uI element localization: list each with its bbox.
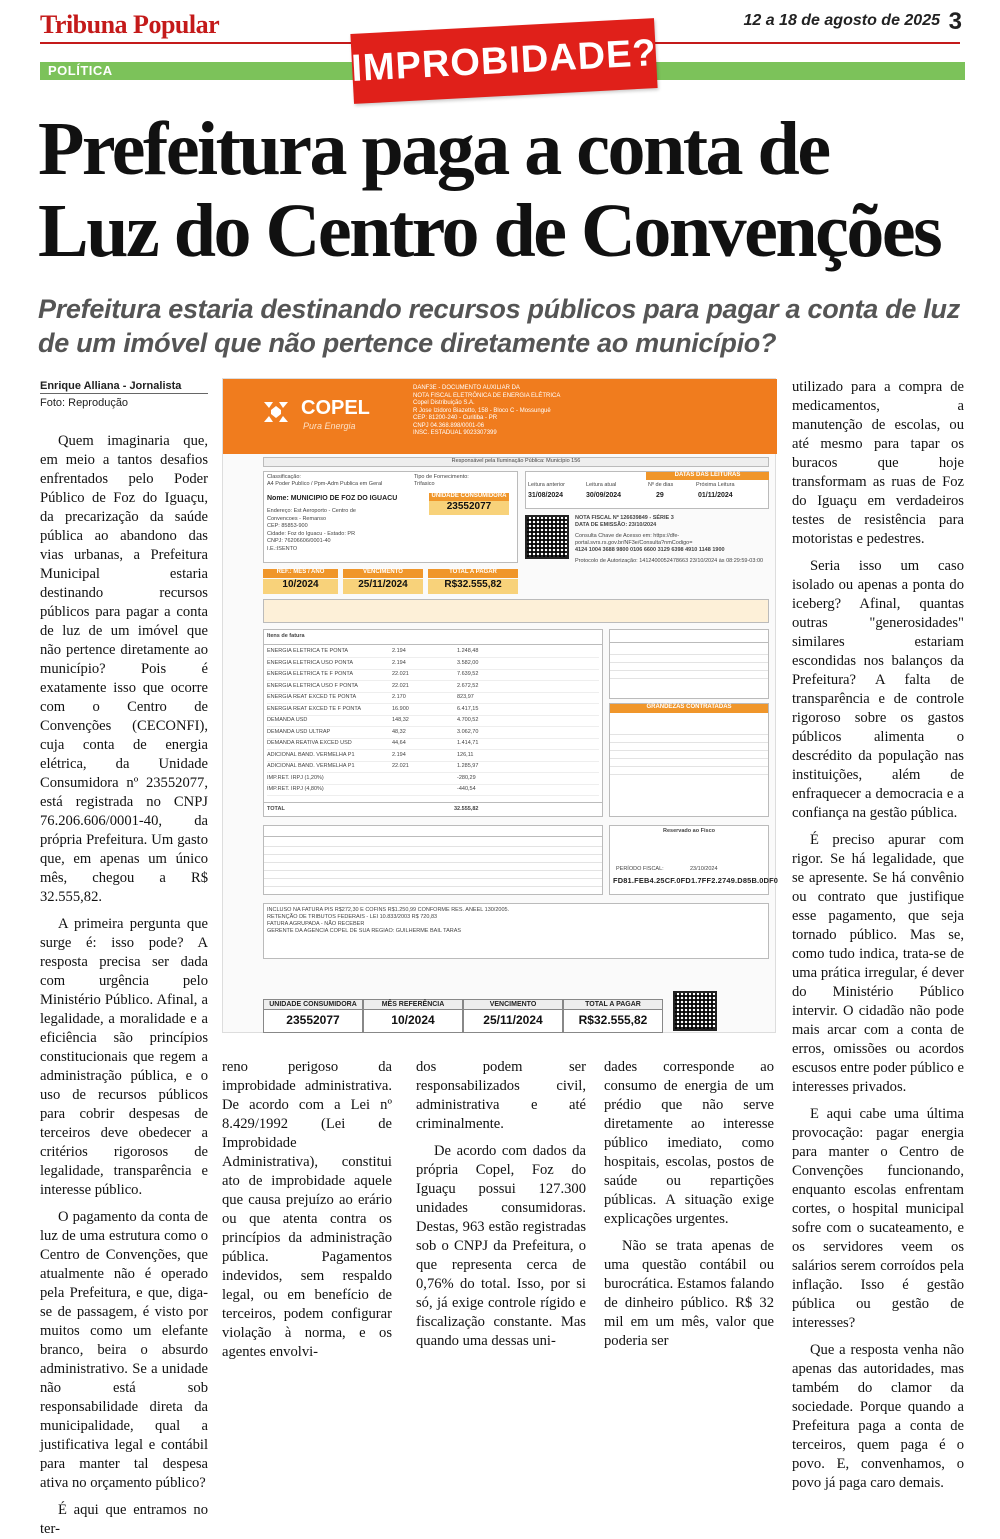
curr-reading: 30/09/2024 <box>586 492 622 499</box>
paragraph: E aqui cabe uma última provocação: pagar energia para manter o Centro de Convenções funcionando, enquanto escolas enfrentam cortes, o hospital municipal sofre com o sucateamento, e os servidores veem os salários serem corroídos pela inflação. Isso é gestão pública ou gestão de interesses? <box>792 1106 964 1331</box>
bill-item-row <box>267 775 599 785</box>
article-column-1 <box>40 432 208 1539</box>
paragraph: A primeira pergunta que surge é: isso pode? A resposta precisa ser dada com urgência pelo Ministério Público. Afinal, a legalidade, a moralidade e a eficiência são princípios constitucionais que regem a administração pública, e o uso de recursos públicos para cobrir despesas de terceiros deve obedecer a critérios rigorosos de legalidade, transparência e interesse público. <box>40 916 208 1198</box>
bill-item-value: 1.414,71 <box>457 740 479 746</box>
copel-brand: COPEL <box>301 397 370 419</box>
kicker-banner <box>350 18 657 104</box>
footer-total: TOTAL A PAGAR R$32.555,82 <box>563 999 663 1033</box>
client-address: Endereço: Est Aeroporto - Centro de Convencoes - Remanso CEP: 85853-900 Cidade: Foz do Iguacu - Estado: PR CNPJ: 76206606/0001-40 I.E.:ISENTO <box>267 508 356 552</box>
classification-value: A4 Poder Publico / Ppm-Adm Publica em Geral <box>267 481 383 487</box>
ref-value: 10/2024 <box>263 579 338 594</box>
unit-label: UNIDADE CONSUMIDORA <box>429 493 509 501</box>
bill-item-value: 3.062,70 <box>457 728 479 735</box>
measurements-table <box>263 825 603 895</box>
page-number: 3 <box>948 8 962 35</box>
bill-item-qty: 2.194 <box>392 659 406 666</box>
bill-item-value: 4.700,52 <box>457 717 479 723</box>
bill-footer <box>263 999 663 1033</box>
footer-ref: MÊS REFERÊNCIA 10/2024 <box>363 999 463 1033</box>
bill-item-desc: DEMANDA REATIVA EXCED USD <box>267 740 352 746</box>
headline-line-1: Prefeitura paga a conta de <box>38 107 829 191</box>
article-column-4 <box>604 1058 774 1351</box>
footer-unit: UNIDADE CONSUMIDORA 23552077 <box>263 999 363 1033</box>
danfe-header: DANF3E - DOCUMENTO AUXILIAR DA NOTA FISCAL ELETRÔNICA DE ENERGIA ELÉTRICA Copel Distribuição S.A. R Jose Izidoro Biazetto, 158 - Bloco C - Mossunguê CEP: 81200-240 - Curitiba - PR CNPJ 04.368.898/0001-06 INSC. ESTADUAL 9023307399 <box>413 385 561 436</box>
paragraph: reno perigoso da improbidade administrativa. De acordo com a Lei nº 8.429/1992 (Lei de Improbidade Administrativa), constitui ato de improbidade aquele que causa prejuízo ao erário ou que atenta contra os princípios da administração pública. Pagamentos indevidos, sem respaldo legal, ou em benefício de terceiros, podem configurar violação à norma, e os agentes envolvi- <box>222 1059 392 1360</box>
bill-item-desc: ADICIONAL BAND. VERMELHA P1 <box>267 751 355 758</box>
masthead: Tribuna Popular <box>40 10 220 39</box>
payment-summary-strip <box>263 599 769 623</box>
bill-item-value: 7.639,52 <box>457 671 479 677</box>
bill-item-desc: ENERGIA REAT EXCED TE PONTA <box>267 694 357 700</box>
headline <box>38 108 968 272</box>
paragraph: Seria isso um caso isolado ou apenas a ponta do iceberg? Afinal, quantas outras "generosidades" similares estariam escondidas nos balanços da Prefeitura? A falta de transparência e de controle rigoroso sobre os gastos públicos alimenta o descrédito da população nas instituições, além de enfraquecer a democracia e a confiança na gestão pública. <box>792 558 964 821</box>
paragraph: dos podem ser responsabilizados civil, administrativa e até criminalmente. <box>416 1059 586 1132</box>
bill-item-value: 3.582,00 <box>457 659 479 666</box>
client-box <box>263 471 518 563</box>
bill-item-row <box>267 706 599 716</box>
bill-item-value: 6.417,15 <box>457 705 479 712</box>
bill-item-qty: 22.021 <box>392 682 409 689</box>
headline-line-2: Luz do Centro de Convenções <box>38 189 941 273</box>
items-total: 32.555,82 <box>454 806 479 812</box>
paragraph: Quem imaginaria que, em meio a tantos desafios enfrentados pelo Poder Público de Foz do Iguaçu, da precarização da saúde pública ao abandono das vias urbanas, a Prefeitura Municipal estaria destinando recursos públicos para pagar a conta de luz de um imóvel que não pertence diretamente ao município? Pois é exatamente isso que ocorre com o Centro de Convenções (CECONFI), cuja conta de energia elétrica, da Unidade Consumidora nº 23552077, está registrada no CNPJ 76.206.606/0001-40, da própria Prefeitura. Um gasto que, em apenas um único mês, chegou a R$ 32.555,82. <box>40 433 208 905</box>
fiscal-box <box>609 825 779 895</box>
supply-type-value: Trifasico <box>414 481 435 487</box>
issue-date: 12 a 18 de agosto de 2025 <box>743 12 940 29</box>
bill-item-value: -280,29 <box>457 774 476 781</box>
fiscal-period-label: PERÍODO FISCAL: <box>616 866 664 872</box>
bill-item-row <box>267 660 599 670</box>
grandezas-header: GRANDEZAS CONTRATADAS <box>610 704 768 713</box>
byline-rule <box>40 393 208 394</box>
payment-summary <box>263 569 518 595</box>
client-name: Nome: MUNICIPIO DE FOZ DO IGUACU <box>267 495 398 502</box>
bill-item-row <box>267 740 599 750</box>
readings-header: DATAS DAS LEITURAS <box>646 472 769 480</box>
bill-item-qty: 48,32 <box>392 728 406 735</box>
bill-item-row <box>267 648 599 658</box>
bill-item-value: -440,54 <box>457 786 476 792</box>
bill-item-desc: ENERGIA ELETRICA TE F PONTA <box>267 671 353 677</box>
bill-item-value: 823,97 <box>457 694 474 700</box>
bill-item-value: 126,11 <box>457 751 474 758</box>
footer-due: VENCIMENTO 25/11/2024 <box>463 999 563 1033</box>
fiscal-date: 23/10/2024 <box>690 866 718 872</box>
responsible-line: Responsável pela Iluminação Pública: Município 156 <box>263 457 769 467</box>
bill-item-desc: DEMANDA USD ULTRAP <box>267 728 331 735</box>
paragraph: É preciso apurar com rigor. Se há legalidade, que se apresente. Se há convênio ou contrato que justifique esse pagamento, que seja tornado público. Mas se, como tudo indica, trata-se de uma prática irregular, é dever do Ministério Público intervir. O cidadão não pode mais arcar com a conta de erros, omissões ou acordos escusos entre poder público e interesses privados. <box>792 832 964 1095</box>
paragraph: utilizado para a compra de medicamentos, a manutenção de escolas, ou até mesmo para tapar os buracos que hoje transformam as ruas de Foz do Iguaçu em verdadeiros testes de resistência para motoristas e pedestres. <box>792 379 964 547</box>
prev-reading-label: Leitura anterior <box>528 482 565 488</box>
days-label: Nº de dias <box>648 482 674 488</box>
bill-item-qty: 22.021 <box>392 763 409 769</box>
bill-item-row <box>267 717 599 727</box>
days-value: 29 <box>656 492 664 499</box>
article-column-5 <box>792 378 964 1493</box>
bill-item-qty: 2.170 <box>392 694 406 700</box>
supply-type-label: Tipo de Fornecimento: <box>414 474 469 480</box>
total-value: R$32.555,82 <box>428 579 518 594</box>
bill-item-row <box>267 752 599 762</box>
unit-number: 23552077 <box>429 501 509 515</box>
bill-item-value: 1.248,48 <box>457 648 479 654</box>
qr-code-icon <box>525 515 569 559</box>
bill-item-desc: ENERGIA REAT EXCED TE F PONTA <box>267 705 362 712</box>
bill-item-row <box>267 694 599 704</box>
bill-item-qty: 2.194 <box>392 751 406 758</box>
grandezas-box <box>609 703 769 817</box>
bill-item-value: 2.672,52 <box>457 682 479 689</box>
bill-header <box>223 379 777 454</box>
paragraph: Que a resposta venha não apenas das autoridades, mas também do clamor da sociedade. Porque quando a Prefeitura paga a conta de terceiros, quem paga é o povo. E, convenhamos, o povo já paga caro demais. <box>792 1342 964 1491</box>
bill-item-desc: DEMANDA USD <box>267 717 308 723</box>
bill-item-qty: 22.021 <box>392 671 409 677</box>
bill-item-row <box>267 671 599 681</box>
ref-label: REF.: MÊS / ANO <box>263 569 338 578</box>
copel-logo-icon <box>261 397 291 427</box>
bill-item-qty: 2.194 <box>392 648 406 654</box>
photo-credit: Foto: Reprodução <box>40 397 129 409</box>
next-reading-label: Próxima Leitura <box>696 482 735 488</box>
due-label: VENCIMENTO <box>343 569 423 578</box>
curr-reading-label: Leitura atual <box>586 482 617 488</box>
article-column-3 <box>416 1058 586 1351</box>
paragraph: De acordo com dados da própria Copel, Foz do Iguaçu possui 127.300 unidades consumidoras. Destas, 963 estão registradas sob o CNPJ da Prefeitura, o que representa cerca de 0,76% do total. Isso, por si só, já exige controle rígido e fiscalização constante. Mas quando uma dessas uni- <box>416 1143 586 1349</box>
bill-item-desc: IMP.RET. IRPJ (1,20%) <box>267 774 324 781</box>
bill-item-desc: ADICIONAL BAND. VERMELHA P1 <box>267 763 355 769</box>
bill-item-desc: ENERGIA ELETRICA USO F PONTA <box>267 682 358 689</box>
due-value: 25/11/2024 <box>343 579 423 594</box>
kicker-text: IMPROBIDADE? <box>350 31 658 90</box>
bill-item-qty: 16.900 <box>392 705 409 712</box>
bill-item-desc: ENERGIA ELETRICA TE PONTA <box>267 648 349 654</box>
bill-notes: INCLUSO NA FATURA PIS R$272,30 E COFINS R$1.250,99 CONFORME RES. ANEEL 130/2005. RETENÇÃO DE TRIBUTOS FEDERAIS - LEI 10.833/2003 R$ 720,83 FATURA AGRUPADA - NÃO RECEBER GERENTE DA AGENCIA COPEL DE SUA REGIAO: GUILHERME BAIL TARAS <box>263 903 769 959</box>
invoice-info: NOTA FISCAL Nº 126639849 - SÉRIE 3 DATA DE EMISSÃO: 23/10/2024 Consulta Chave de Acesso em: https://dfe-portal.svrs.rs.gov.br/NF3e/Consulta?nmCodigo= 4124 1004 3688 9800 0106 6600 3129 6398 4910 1148 1900 Protocolo de Autorização: 1412400052478663 23/10/2024 às 08:29:59-03:00 <box>575 515 764 564</box>
paragraph: Não se trata apenas de uma questão contábil ou burocrática. Estamos falando de dinheiro público. R$ 32 mil em um mês, valor que poderia ser <box>604 1238 774 1349</box>
classification-label: Classificação: <box>267 474 301 480</box>
next-reading: 01/11/2024 <box>698 492 733 499</box>
article-column-2 <box>222 1058 392 1362</box>
bill-item-qty: 148,32 <box>392 717 409 723</box>
bill-item-row <box>267 729 599 739</box>
bill-body <box>263 457 779 1027</box>
bill-item-row <box>267 786 599 796</box>
byline: Enrique Alliana - Jornalista <box>40 380 182 392</box>
section-label: POLÍTICA <box>48 63 113 78</box>
bill-item-qty: 44,64 <box>392 740 406 746</box>
bill-item-desc: IMP.RET. IRPJ (4,80%) <box>267 786 324 792</box>
bill-item-value: 1.285,97 <box>457 763 479 769</box>
fiscal-header: Reservado ao Fisco <box>663 828 715 834</box>
paragraph: dades corresponde ao consumo de energia de um prédio que não serve diretamente ao interesse público imediato, como hospitais, escolas, postos de saúde ou repartições públicas. A situação exige explicações urgentes. <box>604 1059 774 1227</box>
items-header: Itens de fatura <box>267 633 305 639</box>
items-table <box>263 629 603 817</box>
readings-box <box>525 471 769 509</box>
electricity-bill-image <box>222 378 779 1033</box>
items-total-label: TOTAL <box>267 806 285 812</box>
fiscal-code: FD81.FEB4.25CF.0FD1.7FF2.2749.D85B.0DF0 <box>613 876 779 885</box>
paragraph: O pagamento da conta de luz de uma estrutura como o Centro de Convenções, que atualmente não é operado pela Prefeitura, e que, diga-se de passagem, é visto por muitos como um elefante branco, beira o absurdo administrativo. Se a unidade não está sob responsabilidade direta da municipalidade, qual a justificativa legal e contábil para manter tal despesa ativa no orçamento público? <box>40 1209 208 1491</box>
copel-tagline: Pura Energia <box>303 421 356 431</box>
prev-reading: 31/08/2024 <box>528 492 564 499</box>
total-label: TOTAL A PAGAR <box>428 569 518 578</box>
paragraph: É aqui que entramos no ter- <box>40 1502 208 1537</box>
bill-item-row <box>267 683 599 693</box>
footer-qr-code-icon <box>673 991 717 1031</box>
bill-item-row <box>267 763 599 773</box>
tributes-box <box>609 629 769 699</box>
subhead: Prefeitura estaria destinando recursos públicos para pagar a conta de luz de um imóvel que não pertence diretamente ao município? <box>38 294 960 358</box>
bill-item-desc: ENERGIA ELETRICA USO PONTA <box>267 659 354 666</box>
